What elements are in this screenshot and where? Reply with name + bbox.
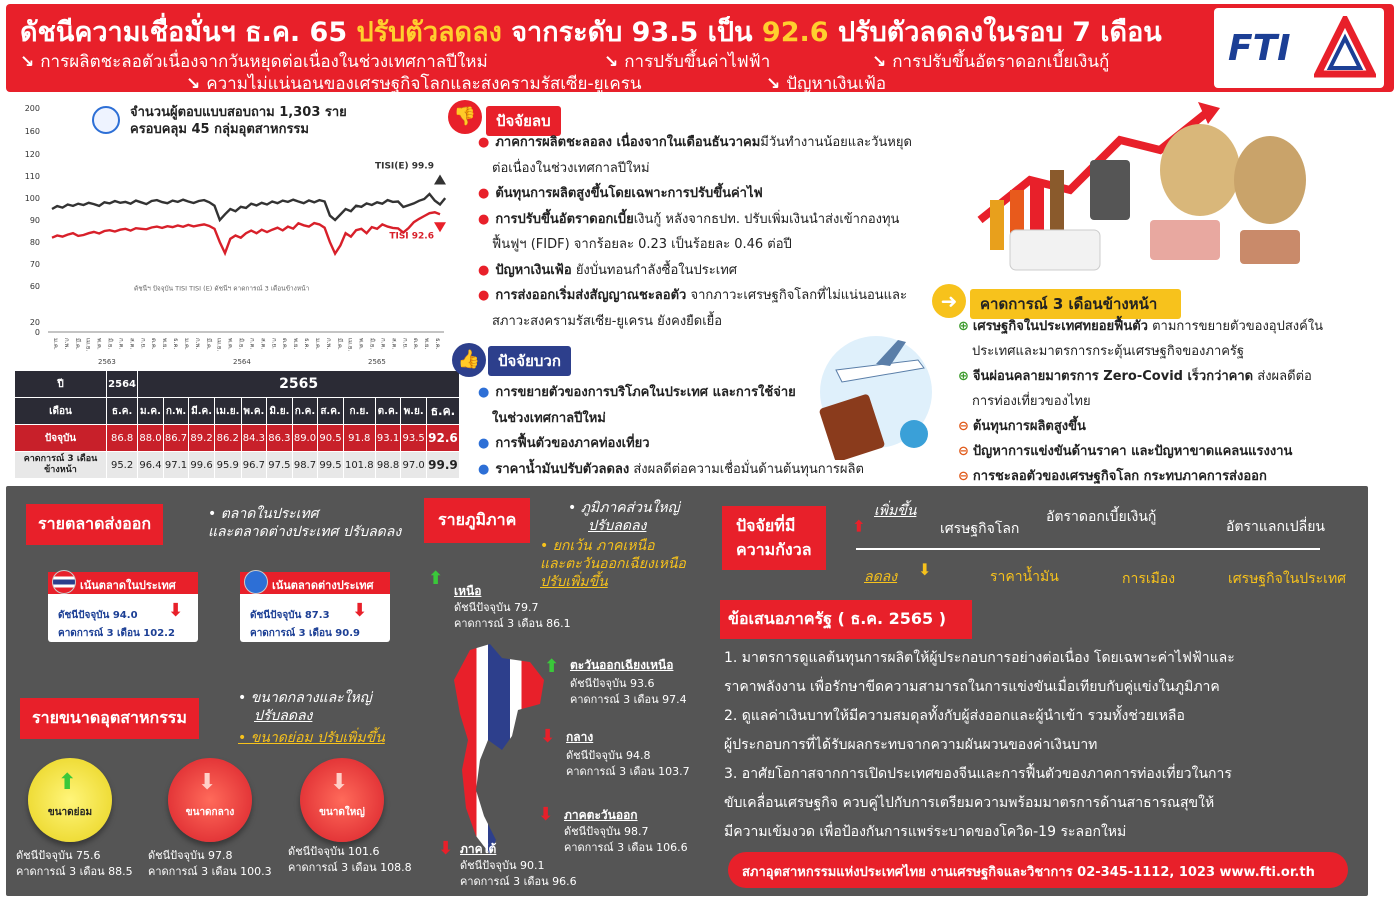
concern-tag-line: ความกังวล xyxy=(736,540,812,559)
table-month-cell: พ.ค. xyxy=(241,398,267,425)
list-item-bold: ปัญหาการแข่งขันด้านราคา และปัญหาขาดแคลนแรงงาน xyxy=(972,444,1293,459)
list-item-text: ต่อเนื่องในช่วงเทศกาลปีใหม่ xyxy=(492,160,650,176)
card-title: เน้นตลาดต่างประเทศ xyxy=(240,572,390,594)
proposal-line: 1. มาตรการดูแลต้นทุนการผลิตให้ผู้ประกอบการอย่างต่อเนื่อง โดยเฉพาะค่าไฟฟ้าและ xyxy=(724,650,1235,666)
x-year-label: 2565 xyxy=(368,358,386,366)
list-item xyxy=(958,314,1323,339)
table-row-expect xyxy=(15,452,460,479)
down-arrow-icon: ↘ xyxy=(20,52,35,72)
list-item-text: ส่งผลดีต่อความเชื่อมั่นด้านต้นทุนการผลิต xyxy=(629,461,864,477)
concern-item: อัตราดอกเบี้ยเงินกู้ xyxy=(1046,509,1157,525)
stat-expect: คาดการณ์ 3 เดือน 108.8 xyxy=(288,861,412,874)
list-item xyxy=(478,207,899,232)
table-value-cell: 86.3 xyxy=(267,425,293,452)
table-value-cell: 89.0 xyxy=(292,425,318,452)
table-value-cell: 91.8 xyxy=(343,425,375,452)
list-item-bold: ต้นทุนการผลิตสูงขึ้นโดยเฉพาะการปรับขึ้นค่าไฟ xyxy=(495,186,763,201)
x-tick-label: มี.ค. xyxy=(204,338,212,350)
x-tick-label: ม.ค. xyxy=(182,338,190,350)
list-item-text: ตามการขยายตัวของอุปสงค์ใน xyxy=(1147,319,1324,334)
stat-current: ดัชนีปัจจุบัน 98.7 xyxy=(564,825,649,838)
plot-area xyxy=(52,162,446,293)
concern-item: การเมือง xyxy=(1122,571,1176,587)
table-month-cell: ม.ค. xyxy=(138,398,164,425)
list-item xyxy=(958,364,1312,389)
proposal-tag: ข้อเสนอภาครัฐ ( ธ.ค. 2565 ) xyxy=(720,600,972,639)
concern-item: เศรษฐกิจโลก xyxy=(940,521,1020,537)
table-value-cell: 90.5 xyxy=(318,425,344,452)
down-arrow-icon: ↘ xyxy=(604,52,619,72)
y-tick-label: 200 xyxy=(24,104,40,113)
export-note: • ตลาดในประเทศ xyxy=(208,506,319,522)
y-tick-label: 160 xyxy=(24,126,40,136)
stat-expect: คาดการณ์ 3 เดือน 100.3 xyxy=(148,865,272,878)
list-item-bold: จีนผ่อนคลายมาตรการ Zero-Covid เร็วกว่าคาด xyxy=(972,369,1254,384)
table-value-cell: 89.2 xyxy=(189,425,215,452)
card-title: เน้นตลาดในประเทศ xyxy=(48,572,198,594)
table-header-cell: เดือน xyxy=(15,398,107,425)
bullet-icon: ● xyxy=(478,288,490,303)
circle-label: ขนาดกลาง xyxy=(185,807,235,818)
x-tick-label: ธ.ค. xyxy=(172,338,180,350)
small-size-circle xyxy=(28,758,112,842)
region-central-name: กลาง xyxy=(566,730,594,744)
list-item-text: จากภาวะเศรษฐกิจโลกที่ไม่แน่นอนและ xyxy=(686,288,907,303)
y-tick-label: 70 xyxy=(29,260,40,270)
annotation-current: TISI 92.6 xyxy=(389,231,434,242)
list-item xyxy=(478,232,792,257)
table-value-cell: 97.0 xyxy=(401,452,427,479)
region-north-name: เหนือ xyxy=(454,584,482,598)
table-month-cell: ต.ค. xyxy=(375,398,401,425)
survey-coverage: ครอบคลุม 45 กลุ่มอุตสาหกรรม xyxy=(130,122,309,137)
table-month-cell: ธ.ค. xyxy=(107,398,138,425)
stat-current: ดัชนีปัจจุบัน 97.8 xyxy=(148,849,233,862)
table-value-cell: 96.7 xyxy=(241,452,267,479)
region-note: และตะวันออกเฉียงเหนือ xyxy=(540,556,686,572)
table-month-cell: ส.ค. xyxy=(318,398,344,425)
card-current: ดัชนีปัจจุบัน 94.0 xyxy=(58,610,138,621)
list-item-bold: การฟื้นตัวของภาคท่องเที่ยว xyxy=(495,436,650,451)
x-tick-label: ม.ค. xyxy=(313,338,321,350)
down-arrow-icon: ⬇ xyxy=(198,770,217,795)
concern-up-label: เพิ่มขึ้น xyxy=(874,503,917,519)
circle-label: ขนาดย่อม xyxy=(47,807,93,818)
thailand-map-icon xyxy=(440,640,550,860)
table-value-cell: 86.2 xyxy=(214,425,241,452)
export-note: และตลาดต่างประเทศ ปรับลดลง xyxy=(208,524,402,540)
table-value-cell: 96.4 xyxy=(138,452,164,479)
globe-icon xyxy=(244,570,268,594)
bullet-icon: ● xyxy=(478,461,490,477)
table-row-current xyxy=(15,425,460,452)
bullet-icon: ● xyxy=(478,186,490,201)
large-size-stats xyxy=(288,844,412,876)
table-value-cell: 99.5 xyxy=(318,452,344,479)
list-item-bold: การชะลอตัวของเศรษฐกิจโลก กระทบภาคการส่งออก xyxy=(972,469,1267,484)
small-size-stats xyxy=(16,848,133,880)
list-item-bold: ภาคการผลิตชะลอลง เนื่องจากในเดือนธันวาคม xyxy=(495,135,761,150)
concern-tag-line: ปัจจัยที่มี xyxy=(736,516,796,535)
up-arrow-icon: ⬆ xyxy=(58,770,77,795)
list-item-bold: การขยายตัวของการบริโภคในประเทศ และการใช้จ่าย xyxy=(495,385,796,400)
table-value-cell: 95.9 xyxy=(214,452,241,479)
x-tick-label: ม.ค. xyxy=(52,338,59,350)
table-value-cell: 101.8 xyxy=(343,452,375,479)
series-line-tisi xyxy=(52,212,440,253)
size-note: • ขนาดกลางและใหญ่ xyxy=(238,690,372,706)
list-item-bold: ปัญหาเงินเฟ้อ xyxy=(495,262,572,278)
domestic-market-card xyxy=(48,572,198,642)
list-item xyxy=(958,339,1244,364)
list-item xyxy=(958,389,1091,414)
down-arrow-icon: ⬇ xyxy=(330,770,349,795)
table-value-cell: 99.6 xyxy=(189,452,215,479)
x-tick-label: เม.ย. xyxy=(215,338,223,352)
logo-text: FTI xyxy=(1228,28,1291,69)
x-tick-label: ส.ค. xyxy=(390,338,398,350)
table-month-cell: เม.ย. xyxy=(214,398,241,425)
x-tick-label: ส.ค. xyxy=(128,338,136,350)
x-tick-label: ต.ค. xyxy=(412,338,420,350)
list-item-bold: การส่งออกเริ่มส่งสัญญาณชะลอตัว xyxy=(495,288,687,303)
x-tick-label: ต.ค. xyxy=(150,338,158,350)
down-arrow-icon: ↘ xyxy=(766,74,781,94)
header-bullet xyxy=(766,70,886,97)
table-month-cell: มิ.ย. xyxy=(267,398,293,425)
x-tick-label: เม.ย. xyxy=(346,338,354,352)
list-item-text: เงินกู้ หลังจากธปท. ปรับเพิ่มเงินนำส่งเข้ากองทุน xyxy=(633,211,900,227)
x-tick-label: มี.ค. xyxy=(335,338,343,350)
region-note: • ยกเว้น ภาคเหนือ xyxy=(540,538,655,554)
up-arrow-icon: ⬆ xyxy=(544,656,560,677)
headline xyxy=(20,10,1162,53)
minus-icon: ⊖ xyxy=(958,444,969,459)
table-value-cell: 95.2 xyxy=(107,452,138,479)
up-arrow-icon: ⬆ xyxy=(428,568,444,589)
table-month-cell: ธ.ค. xyxy=(426,398,459,425)
header-banner xyxy=(6,4,1394,92)
table-row-year xyxy=(15,371,460,398)
circle-label: ขนาดใหญ่ xyxy=(319,807,365,818)
region-south-name: ภาคใต้ xyxy=(460,842,497,856)
region-northeast-stats xyxy=(570,676,687,708)
stat-expect: คาดการณ์ 3 เดือน 103.7 xyxy=(566,765,690,778)
x-tick-label: ก.พ. xyxy=(193,338,201,350)
headline-part: ดัชนีความเชื่อมั่นฯ ธ.ค. 65 xyxy=(20,17,348,48)
region-east-stats xyxy=(564,824,688,856)
x-tick-label: มี.ค. xyxy=(73,338,81,350)
x-tick-label: ก.พ. xyxy=(324,338,332,350)
table-row-label: คาดการณ์ 3 เดือนข้างหน้า xyxy=(15,452,107,479)
list-item-bold: ในช่วงเทศกาลปีใหม่ xyxy=(492,410,606,426)
travel-illustration xyxy=(806,330,940,460)
region-note: ปรับเพิ่มขึ้น xyxy=(540,574,608,590)
bullet-icon: ● xyxy=(478,385,490,400)
list-item-bold: ราคาน้ำมันปรับตัวลดลง xyxy=(495,461,630,477)
down-arrow-icon: ⬇ xyxy=(540,726,556,747)
table-value-cell: 98.8 xyxy=(375,452,401,479)
x-tick-label: ก.พ. xyxy=(62,338,70,350)
y-tick-label: 80 xyxy=(29,238,40,248)
concern-item: อัตราแลกเปลี่ยน xyxy=(1226,519,1325,535)
table-month-cell: พ.ย. xyxy=(401,398,427,425)
down-arrow-icon: ↘ xyxy=(186,74,201,94)
list-item xyxy=(958,414,1086,439)
table-value-cell: 93.5 xyxy=(401,425,427,452)
x-tick-label: ก.ค. xyxy=(248,338,256,350)
x-tick-label: ส.ค. xyxy=(259,338,267,350)
proposal-line: ขับเคลื่อนเศรษฐกิจ ควบคู่ไปกับการเตรียมความพร้อมมาตรการด้านสาธารณสุขให้ xyxy=(724,795,1215,811)
x-tick-label: มิ.ย. xyxy=(237,338,245,350)
index-table xyxy=(14,370,460,479)
positive-factors-tag: ปัจจัยบวก xyxy=(488,346,571,376)
region-east-name: ภาคตะวันออก xyxy=(564,808,638,822)
thumbs-down-icon: 👎 xyxy=(448,100,482,134)
region-north-stats xyxy=(454,600,571,632)
y-tick-label: 110 xyxy=(24,171,40,181)
region-central-stats xyxy=(566,748,690,780)
y-tick-label: 100 xyxy=(24,193,40,203)
headline-part: ปรับตัวลดลงในรอบ 7 เดือน xyxy=(837,17,1162,48)
arrow-right-icon: ➜ xyxy=(932,284,966,318)
forecast-tag: คาดการณ์ 3 เดือนข้างหน้า xyxy=(970,289,1181,319)
x-tick-label: พ.ค. xyxy=(95,338,103,350)
table-header-cell: ปี xyxy=(15,371,107,398)
logo-triangle-icon xyxy=(1314,16,1376,80)
list-item-text: มีวันทำงานน้อยและวันหยุด xyxy=(760,135,912,150)
medium-size-stats xyxy=(148,848,272,880)
header-bullet xyxy=(186,70,642,97)
survey-count: จำนวนผู้ตอบแบบสอบถาม 1,303 ราย xyxy=(130,105,347,120)
x-tick-label: ก.ย. xyxy=(139,338,147,349)
region-note: • ภูมิภาคส่วนใหญ่ xyxy=(568,500,680,516)
header-bullet-text: การปรับขึ้นอัตราดอกเบี้ยเงินกู้ xyxy=(892,52,1110,72)
stat-current: ดัชนีปัจจุบัน 90.1 xyxy=(460,859,545,872)
x-tick-label: ต.ค. xyxy=(281,338,289,350)
y-tick-label: 20 xyxy=(29,318,40,328)
stat-expect: คาดการณ์ 3 เดือน 97.4 xyxy=(570,693,687,706)
concern-down-label: ลดลง xyxy=(864,569,898,585)
industry-size-tag: รายขนาดอุตสาหกรรม xyxy=(20,698,199,739)
table-row-month xyxy=(15,398,460,425)
card-expect: คาดการณ์ 3 เดือน 90.9 xyxy=(250,628,360,639)
table-value-cell: 86.7 xyxy=(163,425,189,452)
card-expect: คาดการณ์ 3 เดือน 102.2 xyxy=(58,628,175,639)
table-row-label: ปัจจุบัน xyxy=(15,425,107,452)
bullet-icon: ● xyxy=(478,135,490,150)
list-item-text: สภาวะสงครามรัสเซีย-ยูเครน ยังคงยืดเยื้อ xyxy=(492,313,723,329)
table-value-cell: 84.3 xyxy=(241,425,267,452)
region-south-stats xyxy=(460,858,577,890)
table-value-cell: 97.5 xyxy=(267,452,293,479)
foreign-market-card xyxy=(240,572,390,642)
x-tick-label: ธ.ค. xyxy=(303,338,311,350)
concern-item: เศรษฐกิจในประเทศ xyxy=(1228,571,1347,587)
stat-current: ดัชนีปัจจุบัน 94.8 xyxy=(566,749,651,762)
x-axis xyxy=(48,332,444,366)
x-year-label: 2564 xyxy=(233,358,251,366)
x-tick-label: พ.ย. xyxy=(292,338,300,350)
table-value-cell: 99.9 xyxy=(426,452,459,479)
table-header-cell: 2564 xyxy=(107,371,138,398)
proposal-line: 3. อาศัยโอกาสจากการเปิดประเทศของจีนและการฟื้นตัวของภาคการท่องเที่ยวในการ xyxy=(724,766,1232,782)
list-item-bold: ต้นทุนการผลิตสูงขึ้น xyxy=(972,419,1086,434)
table-value-cell: 88.0 xyxy=(138,425,164,452)
list-item xyxy=(478,258,737,283)
down-arrow-icon: ⬇ xyxy=(538,804,554,825)
list-item xyxy=(478,309,722,334)
down-arrow-icon: ⬇ xyxy=(168,600,184,621)
table-month-cell: ก.ค. xyxy=(292,398,318,425)
legend: ดัชนีฯ ปัจจุบัน TISI TISI (E) ดัชนีฯ คาดการณ์ 3 เดือนข้างหน้า xyxy=(134,284,310,293)
plus-icon: ⊕ xyxy=(958,319,969,334)
table-month-cell: ก.พ. xyxy=(163,398,189,425)
stat-current: ดัชนีปัจจุบัน 75.6 xyxy=(16,849,101,862)
list-item-bold: การปรับขึ้นอัตราดอกเบี้ย xyxy=(495,211,634,227)
stat-expect: คาดการณ์ 3 เดือน 96.6 xyxy=(460,875,577,888)
stat-expect: คาดการณ์ 3 เดือน 86.1 xyxy=(454,617,571,630)
list-item xyxy=(478,156,650,181)
list-item-text: ประเทศและมาตรการกระตุ้นเศรษฐกิจของภาครัฐ xyxy=(972,344,1245,359)
x-tick-label: พ.ย. xyxy=(423,338,431,350)
series-line-tisi-expected xyxy=(52,194,445,220)
commodities-illustration xyxy=(970,100,1360,280)
x-tick-label: ธ.ค. xyxy=(434,338,441,350)
medium-size-circle xyxy=(168,758,252,842)
stat-current: ดัชนีปัจจุบัน 101.6 xyxy=(288,845,380,858)
stat-current: ดัชนีปัจจุบัน 79.7 xyxy=(454,601,539,614)
list-item-text: ยังบั่นทอนกำลังซื้อในประเทศ xyxy=(571,262,738,278)
region-tag: รายภูมิภาค xyxy=(424,498,530,543)
down-arrow-icon: ↘ xyxy=(872,52,887,72)
minus-icon: ⊖ xyxy=(958,419,969,434)
x-tick-label: พ.ย. xyxy=(161,338,169,350)
list-item xyxy=(478,457,864,482)
header-bullet-text: ปัญหาเงินเฟ้อ xyxy=(786,74,887,94)
headline-highlight: ปรับตัวลดลง xyxy=(356,17,502,48)
bullet-icon: ● xyxy=(478,211,490,227)
x-tick-label: ก.ค. xyxy=(117,338,125,350)
down-arrow-icon: ⬇ xyxy=(918,560,932,579)
large-size-circle xyxy=(300,758,384,842)
down-arrow-icon: ⬇ xyxy=(352,600,368,621)
plus-icon: ⊕ xyxy=(958,369,969,384)
proposal-line: ราคาพลังงาน เพื่อรักษาขีดความสามารถในการแข่งขันเมื่อเทียบกับคู่แข่งในภูมิภาค xyxy=(724,679,1220,695)
proposal-line: ผู้ประกอบการที่ได้รับผลกระทบจากความผันผวนของค่าเงินบาท xyxy=(724,737,1098,753)
up-arrow-icon: ⬇ xyxy=(852,516,866,535)
table-header-cell: 2565 xyxy=(138,371,460,398)
annotation-expected: TISI(E) 99.9 xyxy=(374,161,434,172)
list-item xyxy=(478,181,763,206)
header-bullet-text: การปรับขึ้นค่าไฟฟ้า xyxy=(624,52,771,72)
y-tick-label: 0 xyxy=(34,328,40,337)
headline-part: 93.5 เป็น xyxy=(631,17,753,48)
x-tick-label: มิ.ย. xyxy=(368,338,376,350)
concern-divider xyxy=(856,548,1320,550)
x-tick-label: พ.ค. xyxy=(357,338,365,350)
headline-part: จากระดับ xyxy=(511,17,623,48)
table-value-cell: 92.6 xyxy=(426,425,459,452)
up-triangle-icon xyxy=(434,175,446,185)
down-triangle-icon xyxy=(434,222,446,232)
down-arrow-icon: ⬇ xyxy=(438,838,454,859)
table-month-cell: ก.ย. xyxy=(343,398,375,425)
thumbs-up-icon: 👍 xyxy=(452,343,486,377)
list-item-text: การท่องเที่ยวของไทย xyxy=(972,394,1091,409)
concern-tag xyxy=(722,506,826,570)
list-item-bold: เศรษฐกิจในประเทศทยอยฟื้นตัว xyxy=(972,319,1148,334)
x-tick-label: ก.ย. xyxy=(270,338,278,349)
table-value-cell: 97.1 xyxy=(163,452,189,479)
list-item xyxy=(478,431,650,456)
tisi-line-chart xyxy=(14,100,454,368)
list-item xyxy=(478,380,796,405)
y-tick-label: 60 xyxy=(29,282,40,292)
list-item-text: ส่งผลดีต่อ xyxy=(1253,369,1312,384)
bullet-icon: ● xyxy=(478,436,490,451)
header-bullet xyxy=(872,48,1109,75)
card-current: ดัชนีปัจจุบัน 87.3 xyxy=(250,610,330,621)
list-item xyxy=(478,130,912,155)
region-northeast-name: ตะวันออกเฉียงเหนือ xyxy=(570,658,674,672)
x-tick-label: เม.ย. xyxy=(84,338,92,352)
stat-expect: คาดการณ์ 3 เดือน 106.6 xyxy=(564,841,688,854)
table-value-cell: 86.8 xyxy=(107,425,138,452)
x-tick-label: ก.ย. xyxy=(401,338,409,349)
y-tick-label: 90 xyxy=(29,216,40,225)
stat-expect: คาดการณ์ 3 เดือน 88.5 xyxy=(16,865,133,878)
list-item-text: ฟื้นฟูฯ (FIDF) จากร้อยละ 0.23 เป็นร้อยละ 0.46 ต่อปี xyxy=(492,237,792,252)
footer-contact: สภาอุตสาหกรรมแห่งประเทศไทย งานเศรษฐกิจและวิชาการ 02-345-1112, 1023 www.fti.or.th xyxy=(728,852,1348,888)
y-axis xyxy=(25,104,40,337)
negative-factors-tag: ปัจจัยลบ xyxy=(486,106,561,136)
minus-icon: ⊖ xyxy=(958,469,969,484)
table-month-cell: มี.ค. xyxy=(189,398,215,425)
table-value-cell: 98.7 xyxy=(292,452,318,479)
x-tick-label: ก.ค. xyxy=(379,338,387,350)
stat-current: ดัชนีปัจจุบัน 93.6 xyxy=(570,677,655,690)
size-note: • ขนาดย่อม ปรับเพิ่มขึ้น xyxy=(238,730,385,746)
region-note: ปรับลดลง xyxy=(588,518,647,534)
bullet-icon: ● xyxy=(478,262,490,278)
y-tick-label: 120 xyxy=(24,149,40,159)
headline-value: 92.6 xyxy=(761,17,829,48)
concern-item: ราคาน้ำมัน xyxy=(990,569,1059,585)
proposal-line: มีความเข้มงวด เพื่อป้องกันการแพร่ระบาดของโควิด-19 ระลอกใหม่ xyxy=(724,824,1127,840)
x-year-label: 2563 xyxy=(98,358,116,366)
header-bullet-text: การผลิตชะลอตัวเนื่องจากวันหยุดต่อเนื่องในช่วงเทศกาลปีใหม่ xyxy=(40,52,488,72)
table-value-cell: 93.1 xyxy=(375,425,401,452)
fti-logo xyxy=(1214,8,1384,88)
size-note: ปรับลดลง xyxy=(254,708,313,724)
list-item xyxy=(478,406,606,431)
list-item xyxy=(958,439,1292,464)
thai-flag-icon xyxy=(52,570,76,594)
x-tick-label: มิ.ย. xyxy=(106,338,114,350)
header-bullet-text: ความไม่แน่นอนของเศรษฐกิจโลกและสงครามรัสเซีย-ยูเครน xyxy=(206,74,642,94)
export-market-tag: รายตลาดส่งออก xyxy=(26,504,163,545)
proposal-line: 2. ดูแลค่าเงินบาทให้มีความสมดุลทั้งกับผู้ส่งออกและผู้นำเข้า รวมทั้งช่วยเหลือ xyxy=(724,708,1185,724)
list-item xyxy=(478,283,907,308)
x-tick-label: พ.ค. xyxy=(226,338,234,350)
